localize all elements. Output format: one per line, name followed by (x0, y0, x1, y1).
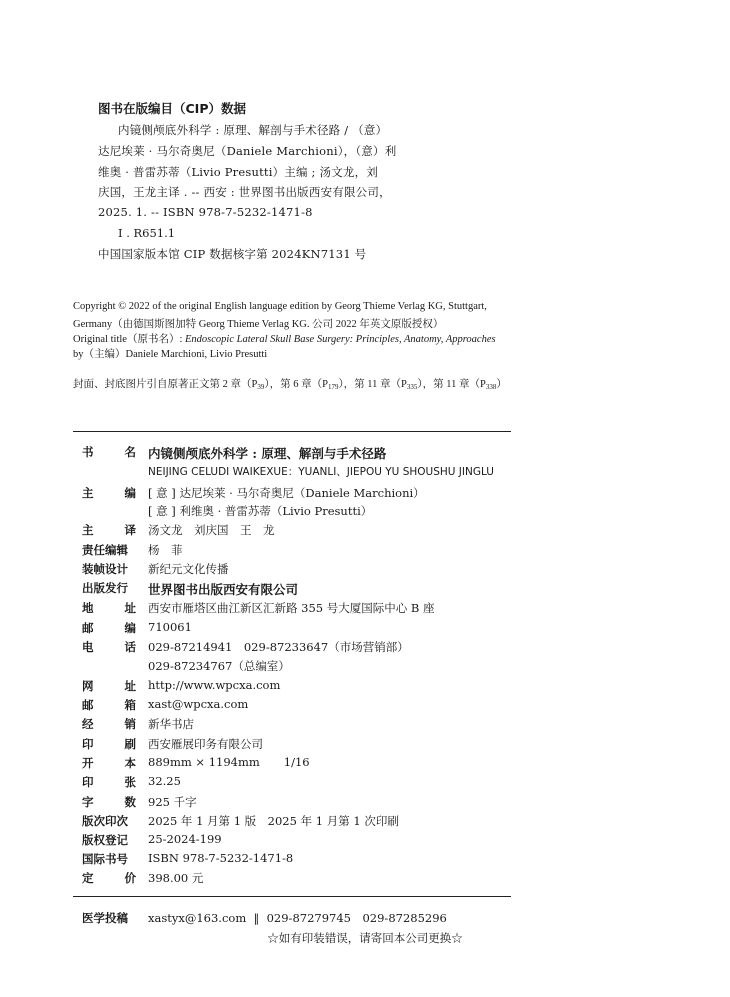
cip-title: 图书在版编目（CIP）数据 (98, 101, 246, 116)
printer: 西安雁展印务有限公司 (148, 737, 263, 751)
edition-label: 版次印次 (82, 814, 128, 828)
isbn: ISBN 978-7-5232-1471-8 (148, 851, 294, 865)
submission-label: 医学投稿 (82, 911, 128, 925)
price-label: 定 价 (82, 871, 136, 885)
design: 新纪元文化传播 (148, 562, 229, 576)
format-fraction: 1/16 (283, 755, 310, 769)
cip-line-3: 维奥 · 普雷苏蒂（Livio Presutti）主编 ; 汤文龙，刘 (98, 165, 378, 179)
cip-line-5: 2025. 1. -- ISBN 978-7-5232-1471-8 (98, 205, 313, 219)
submission-phones: 029-87279745 029-87285296 (266, 911, 447, 925)
phone-label: 电 话 (82, 640, 136, 654)
editor-label: 主 编 (82, 486, 136, 500)
cover-note (73, 376, 507, 391)
email-label: 邮 箱 (82, 698, 136, 712)
copyright-authors: by（主编）Daniele Marchioni, Livio Presutti (73, 349, 268, 360)
bottom-divider (73, 896, 511, 897)
distributor: 新华书店 (148, 717, 194, 731)
website-link[interactable]: http://www.wpcxa.com (148, 678, 281, 692)
copyright-line-1: Copyright © 2022 of the original English language edition by Georg Thieme Verlag KG, Stuttgart, (73, 301, 487, 312)
top-divider (73, 431, 511, 432)
word-count-label: 字 数 (82, 795, 136, 809)
submission-email[interactable]: xastyx@163.com (148, 911, 247, 925)
page-ref: 39 (257, 383, 265, 391)
format-size: 889mm × 1194mm (148, 755, 260, 769)
separator: ‖ (253, 911, 260, 925)
cip-line-4: 庆国，王龙主译 . -- 西安 : 世界图书出版西安有限公司， (98, 185, 391, 199)
phone-2: 029-87234767（总编室） (148, 659, 290, 673)
website-label: 网 址 (82, 679, 136, 693)
copyright-reg-label: 版权登记 (82, 833, 128, 847)
editor-1: [ 意 ] 达尼埃莱 · 马尔奇奥尼（Daniele Marchioni） (148, 486, 425, 500)
copyright-line-2: Germany（由德国斯图加特 Georg Thieme Verlag KG. 公司 2022 年英文原版授权） (73, 319, 444, 330)
price: 398.00 元 (148, 871, 204, 885)
cover-note-text: 封面、封底图片引自原著正文第 2 章（P (73, 379, 258, 390)
book-title: 内镜侧颅底外科学 : 原理、解剖与手术径路 (148, 446, 387, 461)
postcode-label: 邮 编 (82, 621, 136, 635)
book-pinyin: NEIJING CELUDI WAIKEXUE：YUANLI、JIEPOU YU SHOUSHU JINGLU (148, 466, 494, 478)
page-ref: 179 (327, 383, 339, 391)
copyright-reg: 25-2024-199 (148, 832, 222, 846)
cover-note-text: ），第 11 章（P (417, 379, 486, 390)
translators: 汤文龙 刘庆国 王 龙 (148, 523, 275, 537)
publisher: 世界图书出版西安有限公司 (148, 582, 299, 597)
page-ref: 338 (485, 383, 497, 391)
original-title-line (73, 331, 496, 346)
cover-note-text: ），第 11 章（P (338, 379, 407, 390)
cover-note-text: ），第 6 章（P (264, 379, 328, 390)
distributor-label: 经 销 (82, 717, 136, 731)
cip-line-7: 中国国家版本馆 CIP 数据核字第 2024KN7131 号 (98, 247, 367, 261)
page-ref: 335 (406, 383, 418, 391)
original-title-label: Original title（原书名）: (73, 334, 185, 345)
design-label: 装帧设计 (82, 562, 128, 576)
sheets-label: 印 张 (82, 775, 136, 789)
address-label: 地 址 (82, 601, 136, 615)
print-error-notice: ☆如有印装错误，请寄回本公司更换☆ (267, 931, 463, 945)
sheets: 32.25 (148, 774, 181, 788)
isbn-label: 国际书号 (82, 852, 128, 866)
printer-label: 印 刷 (82, 737, 136, 751)
resp-editor: 杨 菲 (148, 543, 183, 557)
format-label: 开 本 (82, 756, 136, 770)
email-link[interactable]: xast@wpcxa.com (148, 697, 249, 711)
original-title: Endoscopic Lateral Skull Base Surgery: Principles, Anatomy, Approaches (185, 334, 496, 345)
resp-editor-label: 责任编辑 (82, 543, 128, 557)
submission-contact (148, 910, 447, 926)
postcode: 710061 (148, 620, 192, 634)
cip-line-2: 达尼埃莱 · 马尔奇奥尼（Daniele Marchioni），（意）利 (98, 144, 397, 158)
cover-note-text: ） (496, 379, 507, 390)
cip-line-6: Ⅰ . R651.1 (118, 226, 176, 240)
word-count: 925 千字 (148, 795, 197, 809)
publisher-label: 出版发行 (82, 581, 128, 595)
book-title-label: 书 名 (82, 445, 136, 459)
edition: 2025 年 1 月第 1 版 2025 年 1 月第 1 次印刷 (148, 814, 399, 828)
phone-1: 029-87214941 029-87233647（市场营销部） (148, 640, 409, 654)
translator-label: 主 译 (82, 523, 136, 537)
address: 西安市雁塔区曲江新区汇新路 355 号大厦国际中心 B 座 (148, 601, 435, 615)
format (148, 755, 310, 769)
cip-line-1: 内镜侧颅底外科学 : 原理、解剖与手术径路 / （意） (118, 123, 388, 137)
editor-2: [ 意 ] 利维奥 · 普雷苏蒂（Livio Presutti） (148, 504, 373, 518)
